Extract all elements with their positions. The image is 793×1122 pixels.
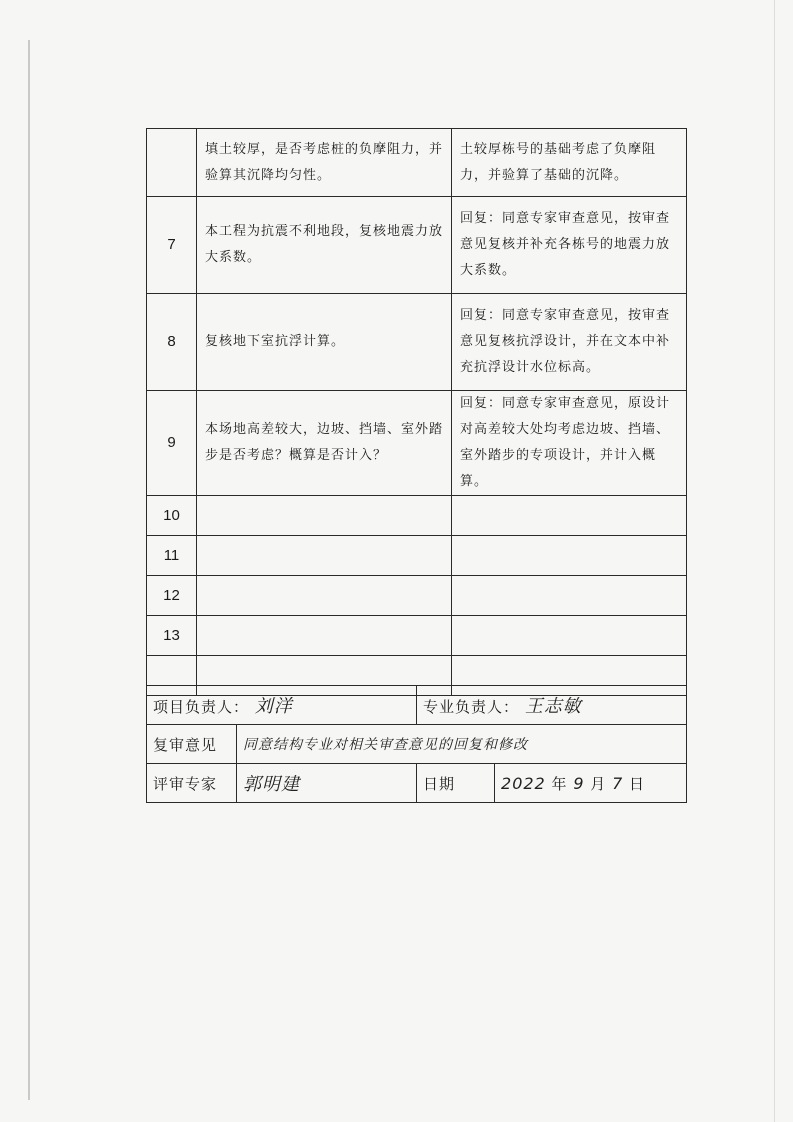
row-number: 11 [147,536,197,576]
table-row [147,616,687,656]
reply-cell: 回复：同意专家审查意见，原设计对高差较大处均考虑边坡、挡墙、室外踏步的专项设计，并计入概算。 [452,391,687,496]
reply-cell: 回复：同意专家审查意见，按审查意见复核并补充各栋号的地震力放大系数。 [452,197,687,294]
date-year: 2022 [501,773,546,793]
row-number: 8 [147,294,197,391]
date-label: 日期 [417,764,495,803]
reply-cell: 回复：同意专家审查意见，按审查意见复核抗浮设计，并在文本中补充抗浮设计水位标高。 [452,294,687,391]
project-lead-label: 项目负责人： [153,698,250,716]
issue-cell: 本场地高差较大，边坡、挡墙、室外踏步是否考虑？概算是否计入？ [197,391,452,496]
reply-cell [452,576,687,616]
date-year-unit: 年 [551,774,568,793]
reviewer-signature: 郭明建 [237,764,417,803]
reply-cell: 土较厚栋号的基础考虑了负摩阻力，并验算了基础的沉降。 [452,129,687,197]
table-row [147,536,687,576]
table-row [147,576,687,616]
table-row [147,391,687,496]
row-number: 13 [147,616,197,656]
discipline-lead-signature: 王志敏 [524,696,582,717]
issue-cell: 复核地下室抗浮计算。 [197,294,452,391]
date-day: 7 [612,773,624,793]
scan-edge [28,40,30,1100]
issue-cell [197,576,452,616]
issue-cell: 本工程为抗震不利地段，复核地震力放大系数。 [197,197,452,294]
issue-cell [197,496,452,536]
discipline-lead-label: 专业负责人： [423,698,520,716]
row-number: 12 [147,576,197,616]
row-number: 7 [147,197,197,294]
date-day-unit: 日 [629,774,646,793]
row-number: 9 [147,391,197,496]
project-lead-signature: 刘洋 [254,696,293,717]
issue-cell: 填土较厚，是否考虑桩的负摩阻力，并验算其沉降均匀性。 [197,129,452,197]
project-lead-cell [147,686,417,725]
reply-cell [452,616,687,656]
review-opinion-text: 同意结构专业对相关审查意见的回复和修改 [237,725,687,764]
review-opinion-label: 复审意见 [147,725,237,764]
row-number: 10 [147,496,197,536]
date-month-unit: 月 [590,774,607,793]
signoff-row-leads [147,686,687,725]
scan-edge [774,0,775,1122]
row-number [147,129,197,197]
date-value [495,764,687,803]
table-row [147,496,687,536]
reply-cell [452,536,687,576]
reply-cell [452,496,687,536]
table-row [147,129,687,197]
review-table [146,128,687,696]
signoff-row-reviewer [147,764,687,803]
reviewer-label: 评审专家 [147,764,237,803]
discipline-lead-cell [417,686,687,725]
signoff-row-opinion [147,725,687,764]
table-row [147,197,687,294]
issue-cell [197,536,452,576]
signoff-table [146,685,687,803]
issue-cell [197,616,452,656]
date-month: 9 [573,773,585,793]
table-row [147,294,687,391]
